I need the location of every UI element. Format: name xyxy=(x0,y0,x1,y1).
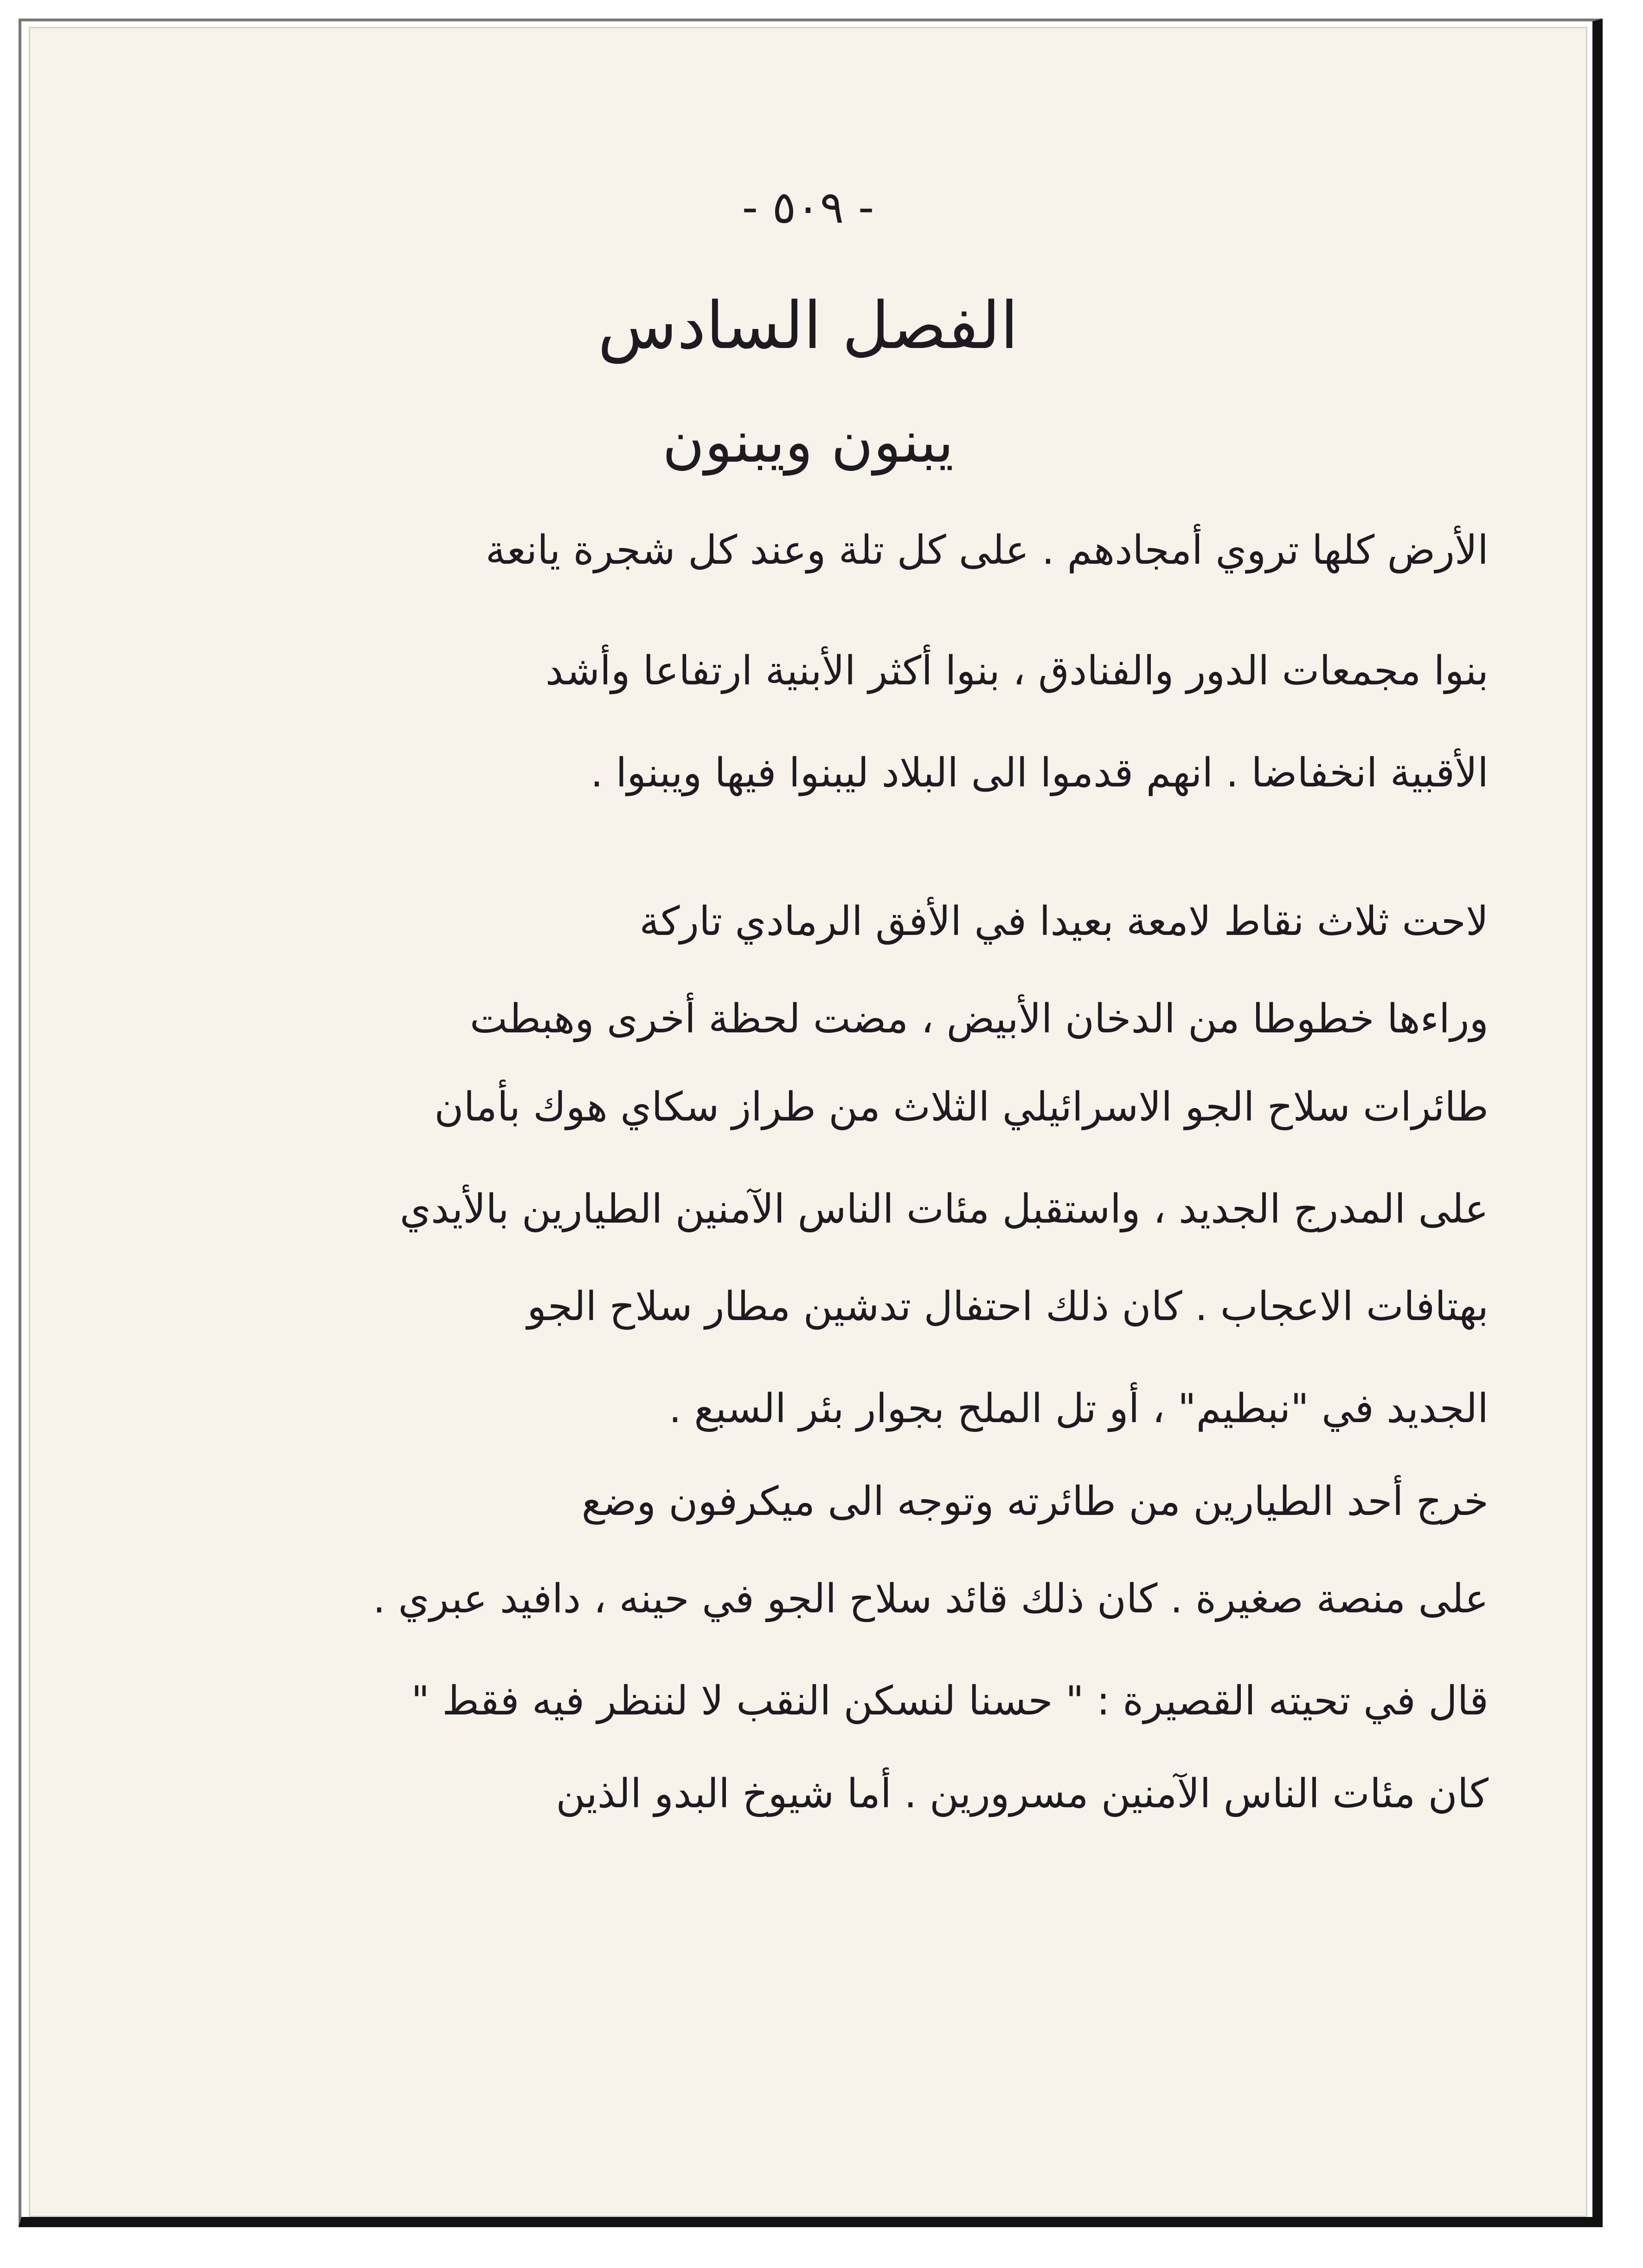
text-line: خرج أحد الطيارين من طائرته وتوجه الى ميكرفون وضع xyxy=(581,1478,1489,1525)
chapter-heading: الفصل السادس xyxy=(597,288,1019,364)
text-line: الجديد في "نبطيم" ، أو تل الملح بجوار بئر السبع . xyxy=(668,1385,1489,1432)
chapter-title: يبنون ويبنون xyxy=(662,409,954,476)
text-line: قال في تحيته القصيرة : " حسنا لنسكن النقب لا لننظر فيه فقط " xyxy=(411,1678,1489,1724)
text-line: على منصة صغيرة . كان ذلك قائد سلاح الجو في حينه ، دافيد عبري . xyxy=(372,1576,1489,1622)
page-number: - ٥٠٩ - xyxy=(742,181,874,233)
text-line: بهتافات الاعجاب . كان ذلك احتفال تدشين مطار سلاح الجو xyxy=(527,1283,1489,1330)
text-line: الأقبية انخفاضا . انهم قدموا الى البلاد ليبنوا فيها ويبنوا . xyxy=(590,750,1489,796)
text-line: على المدرج الجديد ، واستقبل مئات الناس الآمنين الطيارين بالأيدي xyxy=(399,1186,1489,1232)
text-line: وراءها خطوطا من الدخان الأبيض ، مضت لحظة أخرى وهبطت xyxy=(469,996,1489,1042)
text-line: الأرض كلها تروي أمجادهم . على كل تلة وعند كل شجرة يانعة xyxy=(485,527,1489,573)
text-line: لاحت ثلاث نقاط لامعة بعيدا في الأفق الرمادي تاركة xyxy=(639,898,1489,945)
text-line: كان مئات الناس الآمنين مسرورين . أما شيوخ البدو الذين xyxy=(556,1771,1489,1817)
manuscript-page xyxy=(29,27,1587,2217)
text-line: طائرات سلاح الجو الاسرائيلي الثلاث من طراز سكاي هوك بأمان xyxy=(434,1084,1489,1130)
text-line: بنوا مجمعات الدور والفنادق ، بنوا أكثر الأبنية ارتفاعا وأشد xyxy=(545,648,1489,694)
